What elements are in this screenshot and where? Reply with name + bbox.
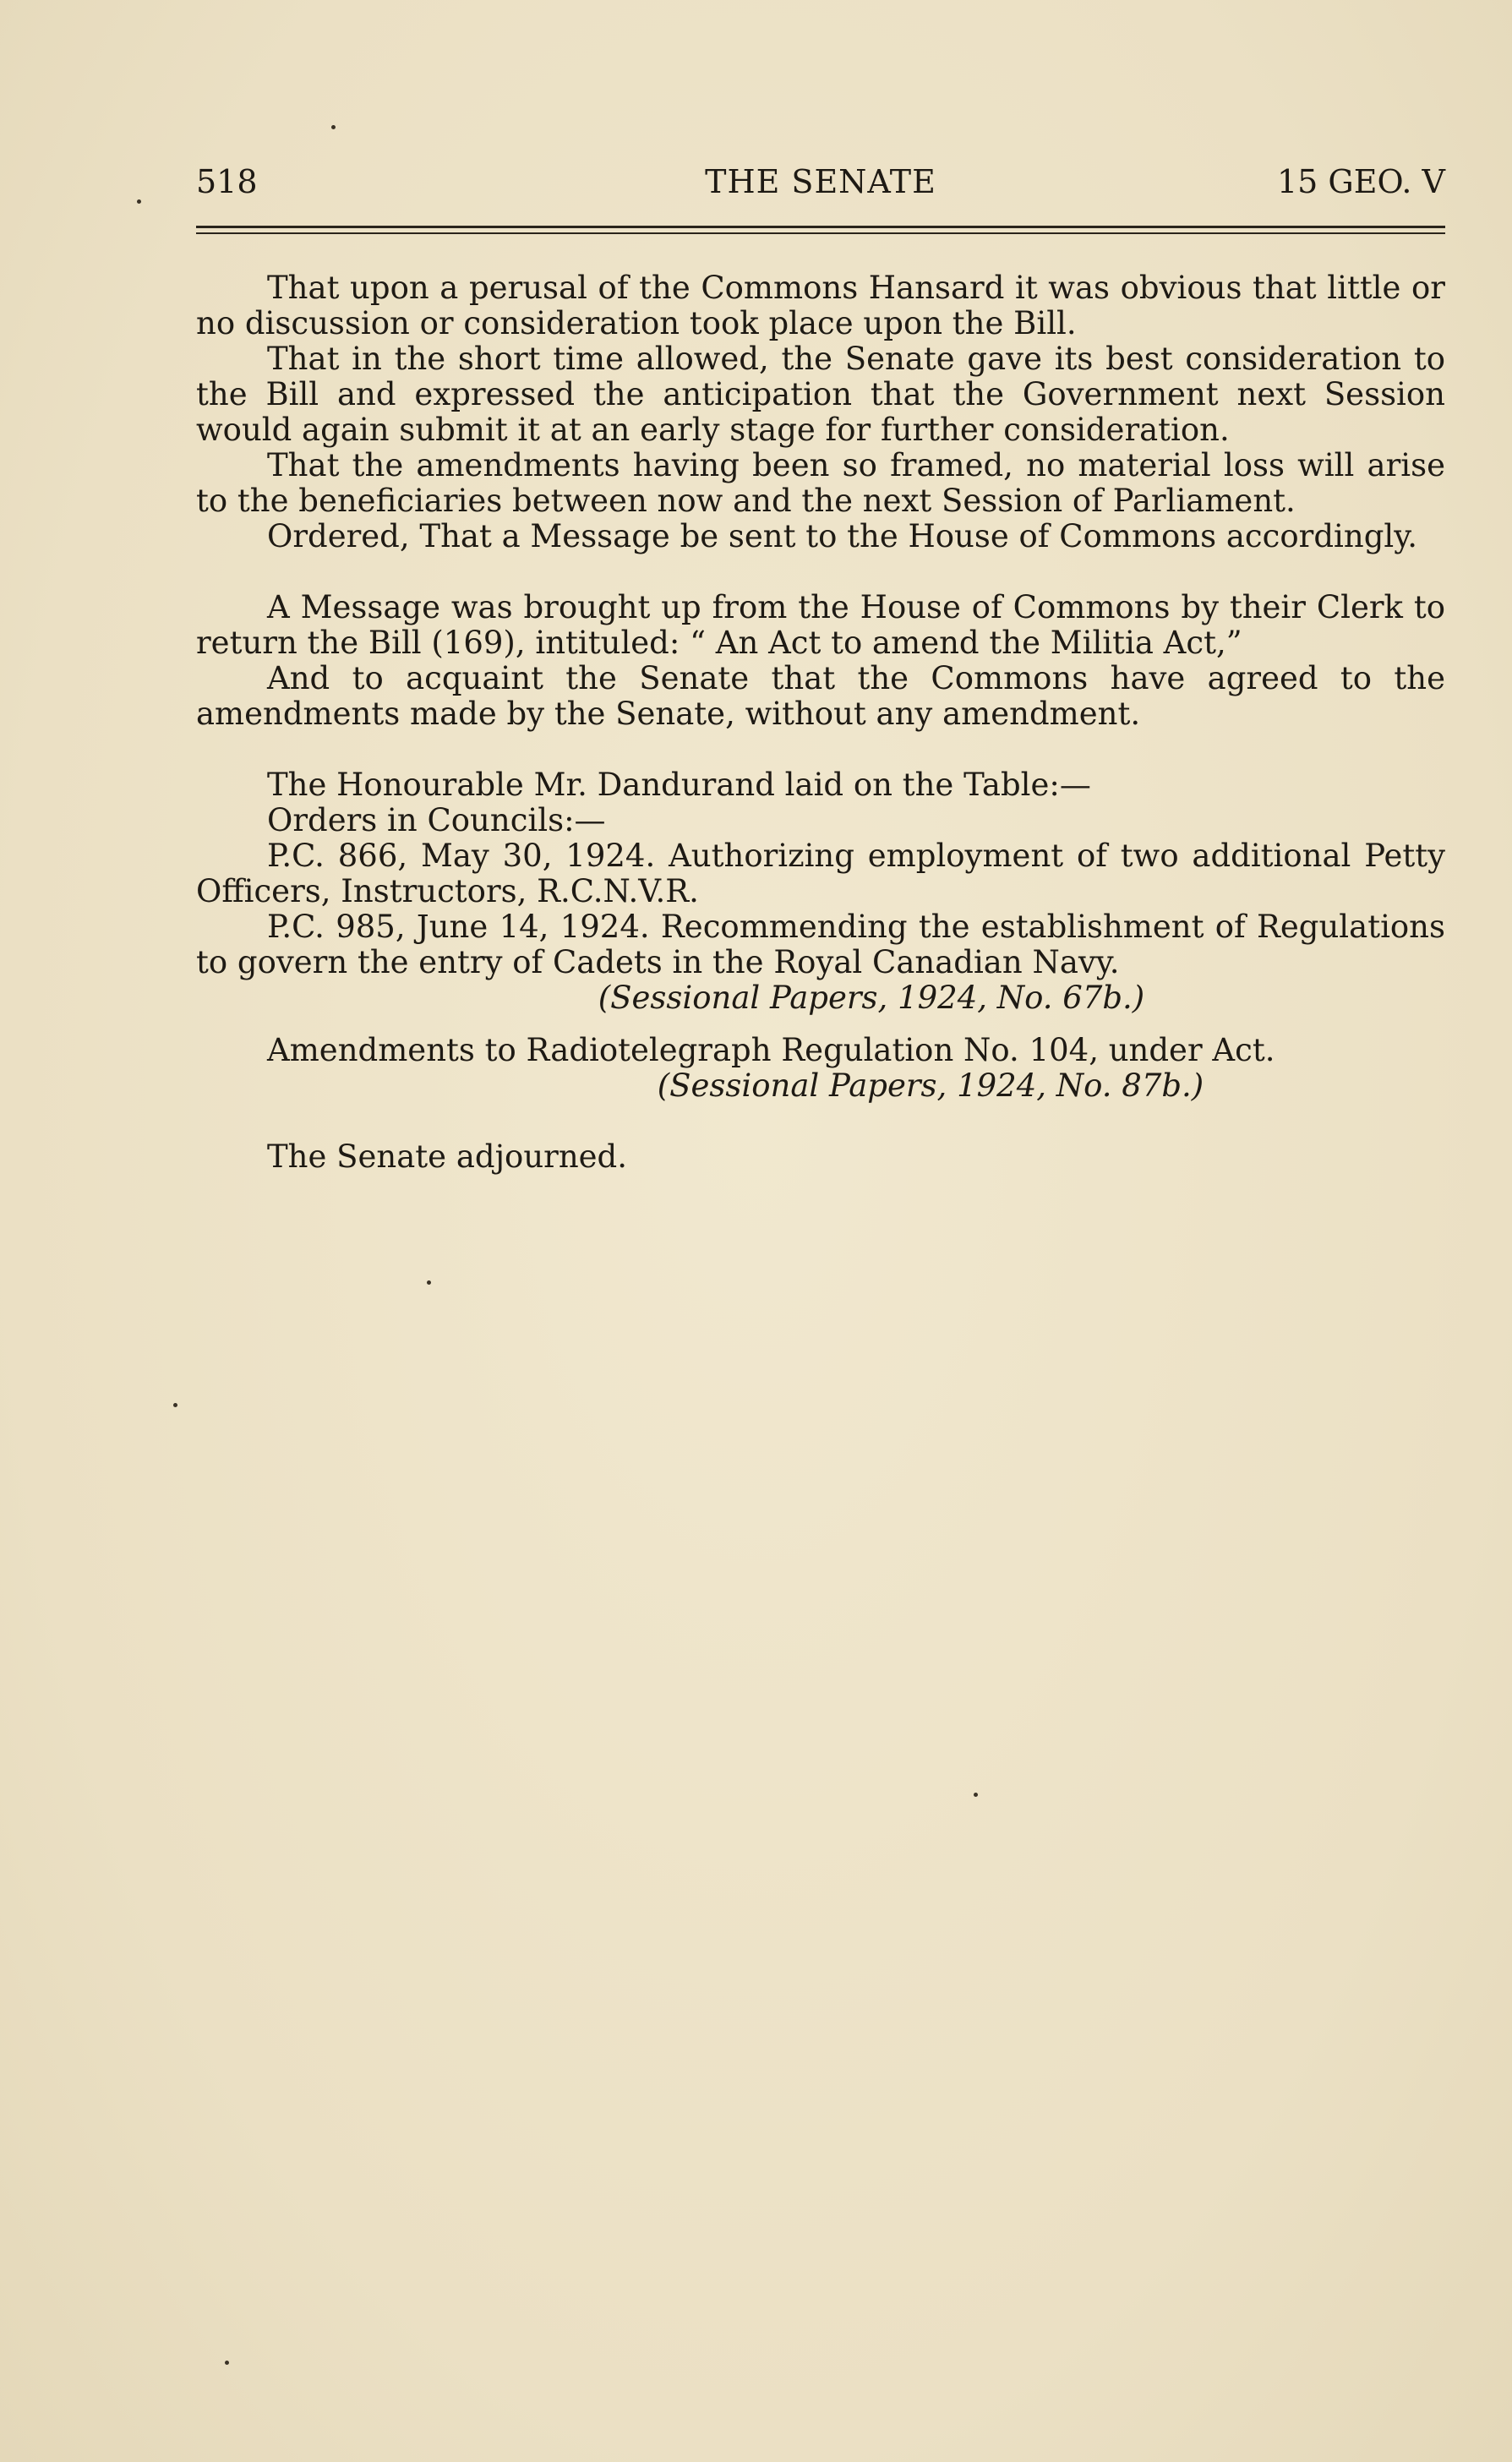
paragraph: The Honourable Mr. Dandurand laid on the Table:—	[267, 767, 1091, 803]
sessional-papers-reference: (Sessional Papers, 1924, No. 87b.)	[657, 1067, 1204, 1104]
paragraph: That in the short time allowed, the Senate gave its best consideration to the Bill and expressed the anticipation that the Government next Session would again submit it at an early stage for further consideration.	[196, 341, 1445, 448]
paragraph: And to acquaint the Senate that the Commons have agreed to the amendments made by the Senate, without any amendment.	[196, 660, 1445, 732]
paragraph: P.C. 985, June 14, 1924. Recommending the establishment of Regulations to govern the entry of Cadets in the Royal Canadian Navy.	[196, 909, 1445, 980]
paper-speck	[173, 1403, 177, 1407]
sessional-papers-reference: (Sessional Papers, 1924, No. 67b.)	[598, 980, 1145, 1016]
paragraph: P.C. 866, May 30, 1924. Authorizing employment of two additional Petty Officers, Instructors, R.C.N.V.R.	[196, 838, 1445, 909]
paper-speck	[137, 199, 141, 204]
paragraph: Amendments to Radiotelegraph Regulation No. 104, under Act.	[267, 1032, 1275, 1068]
paper-speck	[225, 2361, 229, 2365]
regnal-year: 15 GEO. V	[1276, 163, 1445, 200]
paragraph: Orders in Councils:—	[267, 802, 606, 838]
header-rule-top	[196, 226, 1445, 228]
paper-speck	[331, 125, 336, 129]
running-header	[196, 161, 1445, 203]
paragraph: That the amendments having been so framed, no material loss will arise to the beneficiaries between now and the next Session of Parliament.	[196, 447, 1445, 519]
header-rule-bottom	[196, 232, 1445, 234]
page-title: THE SENATE	[705, 163, 936, 200]
paper-speck	[427, 1280, 431, 1285]
paragraph: The Senate adjourned.	[267, 1138, 628, 1175]
journal-text	[196, 270, 1445, 1175]
paper-speck	[974, 1793, 978, 1797]
paragraph: A Message was brought up from the House of Commons by their Clerk to return the Bill (169), intituled: “ An Act to amend the Militia Act,”	[196, 589, 1445, 661]
page-number: 518	[196, 163, 258, 200]
paragraph: That upon a perusal of the Commons Hansard it was obvious that little or no discussion or consideration took place upon the Bill.	[196, 270, 1445, 341]
paragraph: Ordered, That a Message be sent to the House of Commons accordingly.	[267, 518, 1417, 554]
